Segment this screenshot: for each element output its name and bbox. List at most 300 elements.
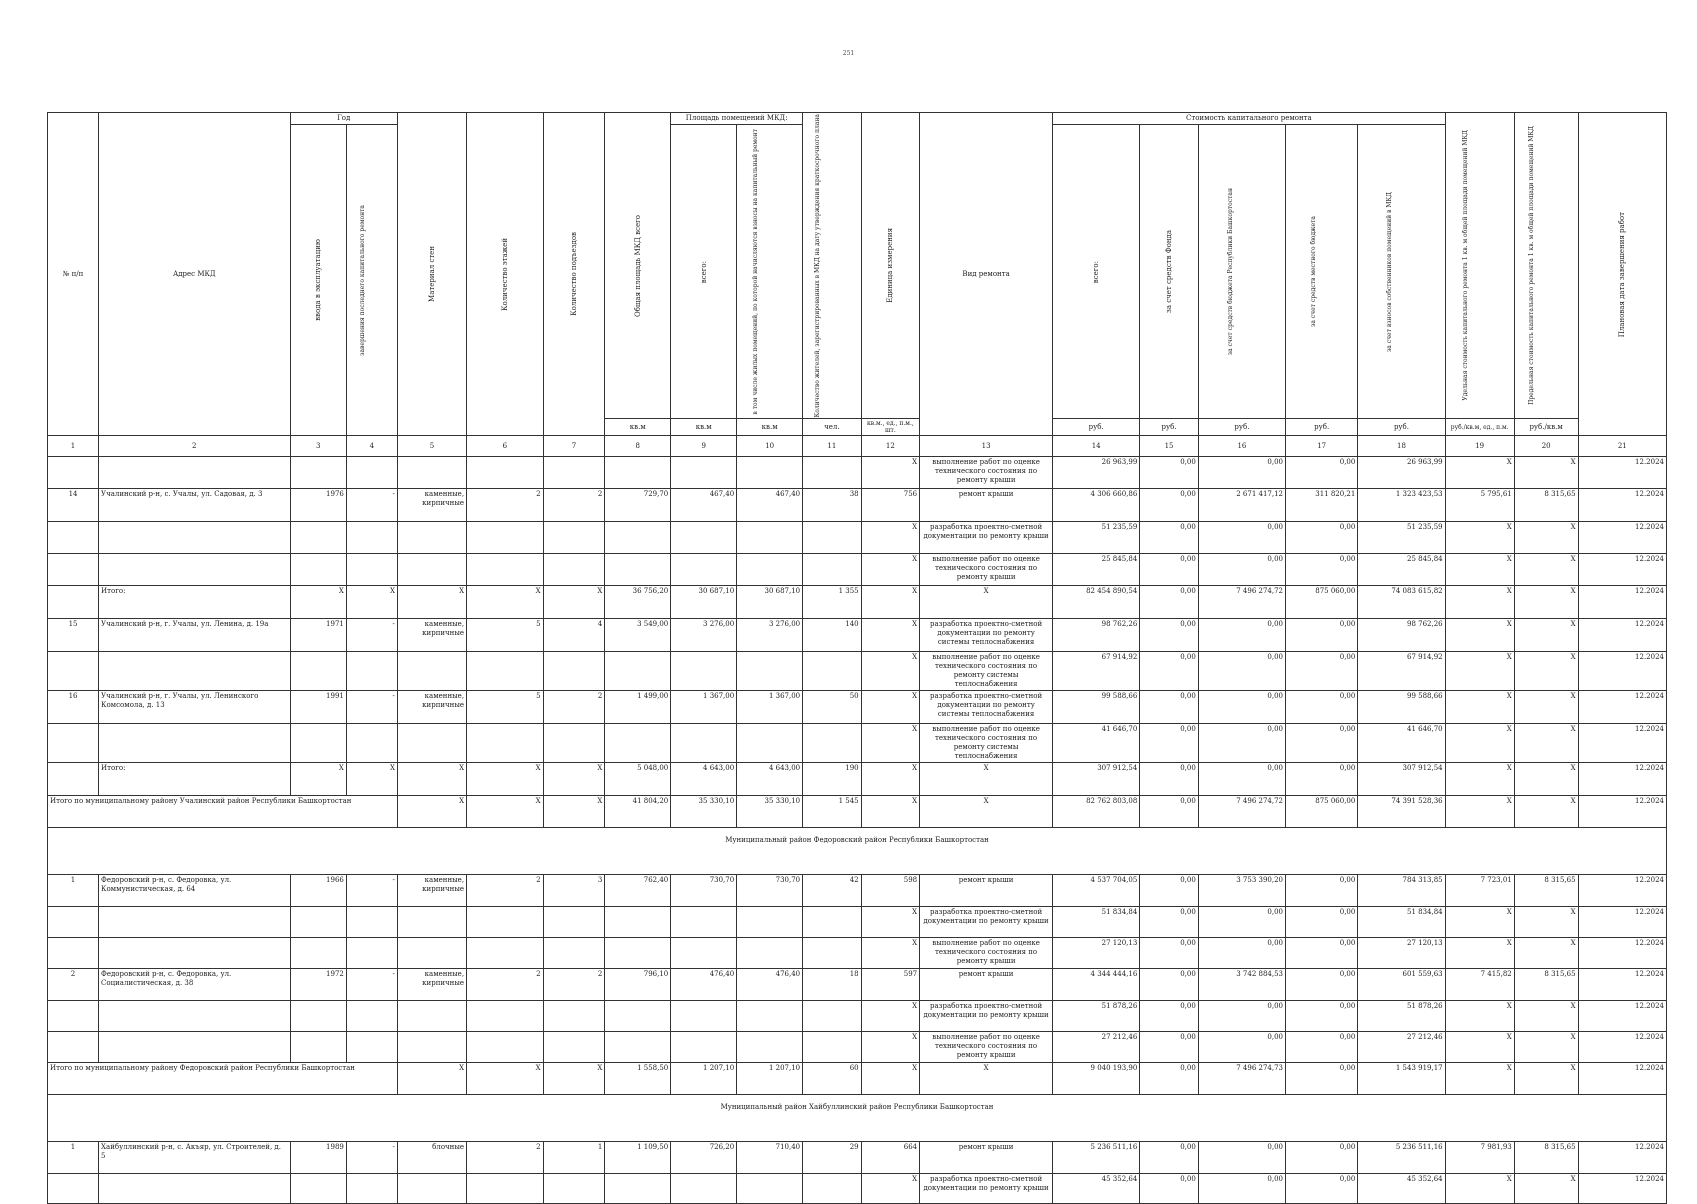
table-cell: 0,00: [1198, 1174, 1285, 1204]
unit-cell: руб.: [1053, 419, 1140, 436]
table-cell: 0,00: [1140, 969, 1199, 1001]
table-cell: 5 048,00: [605, 763, 671, 796]
table-cell: [290, 1001, 346, 1032]
table-cell: 0,00: [1286, 619, 1358, 652]
unit-cell: руб.: [1286, 419, 1358, 436]
table-cell: 0,00: [1286, 907, 1358, 938]
table-cell: X: [397, 796, 466, 828]
table-cell: [290, 652, 346, 691]
table-cell: 51 878,26: [1358, 1001, 1445, 1032]
table-cell: 38: [803, 489, 862, 522]
col-header-total-area: [605, 113, 671, 419]
table-cell: [671, 938, 737, 969]
table-cell: 27 120,13: [1358, 938, 1445, 969]
table-row: [48, 522, 1667, 554]
unit-cell: кв.м: [605, 419, 671, 436]
table-cell: ремонт крыши: [920, 969, 1053, 1001]
table-cell: X: [920, 1063, 1053, 1095]
col-header-entrances: [543, 113, 605, 436]
table-cell: 8 315,65: [1514, 1142, 1578, 1174]
table-cell: 12.2024: [1578, 1063, 1666, 1095]
table-cell: [346, 907, 397, 938]
table-cell: выполнение работ по оценке технического состояния по ремонту крыши: [920, 554, 1053, 586]
table-cell: 762,40: [605, 875, 671, 907]
table-cell: 2 671 417,12: [1198, 489, 1285, 522]
table-cell: X: [290, 763, 346, 796]
table-cell: [803, 1032, 862, 1063]
table-cell: 45 352,64: [1053, 1174, 1140, 1204]
table-cell: 0,00: [1140, 763, 1199, 796]
table-row: [48, 907, 1667, 938]
table-cell: 8 315,65: [1514, 489, 1578, 522]
table-cell: [99, 522, 290, 554]
table-cell: 42: [803, 875, 862, 907]
table-cell: [99, 1174, 290, 1204]
table-cell: [99, 652, 290, 691]
table-cell: 12.2024: [1578, 907, 1666, 938]
table-cell: 467,40: [737, 489, 803, 522]
table-cell: 0,00: [1286, 554, 1358, 586]
table-cell: X: [467, 586, 544, 619]
table-cell: [48, 1032, 99, 1063]
table-cell: 60: [803, 1063, 862, 1095]
table-cell: X: [1514, 586, 1578, 619]
col-header-floors: [467, 113, 544, 436]
col-header-premises-total: [671, 125, 737, 419]
table-cell: 8 315,65: [1514, 875, 1578, 907]
table-row: [48, 619, 1667, 652]
table-cell: 98 762,26: [1053, 619, 1140, 652]
table-cell: 2: [48, 969, 99, 1001]
section-spacer-row: [48, 1119, 1667, 1142]
table-cell: X: [1514, 652, 1578, 691]
table-cell: [605, 1032, 671, 1063]
table-cell: 1 323 423,53: [1358, 489, 1445, 522]
table-cell: 30 687,10: [737, 586, 803, 619]
table-cell: Учалинский р-н, г. Учалы, ул. Ленинского Комсомола, д. 13: [99, 691, 290, 724]
table-cell: Хайбуллинский р-н, с. Акъяр, ул. Строителей, д. 5: [99, 1142, 290, 1174]
district-total-label: Итого по муниципальному району Федоровский район Республики Башкортостан: [48, 1063, 398, 1095]
table-cell: 12.2024: [1578, 691, 1666, 724]
table-cell: 0,00: [1198, 691, 1285, 724]
table-cell: Федоровский р-н, с. Федоровка, ул. Социалистическая, д. 38: [99, 969, 290, 1001]
table-row: [48, 724, 1667, 763]
table-cell: 3 276,00: [671, 619, 737, 652]
table-cell: 0,00: [1140, 724, 1199, 763]
table-cell: каменные, кирпичные: [397, 875, 466, 907]
table-row: [48, 969, 1667, 1001]
table-cell: 601 559,63: [1358, 969, 1445, 1001]
table-cell: X: [1514, 1032, 1578, 1063]
table-cell: 12.2024: [1578, 489, 1666, 522]
premises-total-label: всего:: [699, 260, 708, 283]
table-cell: X: [1445, 1032, 1514, 1063]
year-last-repair-label: завершения последнего капитального ремонта: [358, 204, 366, 356]
table-cell: [397, 724, 466, 763]
table-cell: 12.2024: [1578, 938, 1666, 969]
table-cell: X: [1445, 691, 1514, 724]
table-cell: [467, 522, 544, 554]
table-cell: 0,00: [1140, 691, 1199, 724]
col-number: 19: [1445, 436, 1514, 457]
table-cell: разработка проектно-сметной документации по ремонту крыши: [920, 907, 1053, 938]
cost-total-label: всего:: [1092, 260, 1101, 283]
table-cell: 12.2024: [1578, 1032, 1666, 1063]
unit-cell: руб.: [1358, 419, 1445, 436]
table-cell: X: [346, 586, 397, 619]
section-spacer: [48, 852, 1667, 875]
district-total-row: [48, 796, 1667, 828]
table-cell: 4 306 660,86: [1053, 489, 1140, 522]
table-cell: 0,00: [1198, 1001, 1285, 1032]
table-cell: 730,70: [671, 875, 737, 907]
table-cell: 140: [803, 619, 862, 652]
table-cell: 12.2024: [1578, 969, 1666, 1001]
table-cell: 15: [48, 619, 99, 652]
table-cell: выполнение работ по оценке технического состояния по ремонту системы теплоснабжения: [920, 724, 1053, 763]
table-cell: 12.2024: [1578, 1142, 1666, 1174]
subtotal-row: [48, 763, 1667, 796]
table-cell: 726,20: [671, 1142, 737, 1174]
table-cell: 0,00: [1198, 907, 1285, 938]
table-cell: [397, 554, 466, 586]
table-cell: [803, 1001, 862, 1032]
table-cell: 0,00: [1286, 1142, 1358, 1174]
table-cell: X: [861, 1063, 920, 1095]
table-cell: 2: [543, 969, 605, 1001]
table-cell: 27 120,13: [1053, 938, 1140, 969]
table-cell: 12.2024: [1578, 1001, 1666, 1032]
table-cell: [48, 763, 99, 796]
table-cell: [99, 907, 290, 938]
table-cell: [290, 1032, 346, 1063]
table-row: [48, 652, 1667, 691]
table-cell: [543, 522, 605, 554]
table-cell: X: [1514, 522, 1578, 554]
table-cell: 51 834,84: [1053, 907, 1140, 938]
table-cell: 1 543 919,17: [1358, 1063, 1445, 1095]
unit-cell: кв.м., ед., п.м., шт.: [861, 419, 920, 436]
table-row: [48, 691, 1667, 724]
table-cell: 12.2024: [1578, 619, 1666, 652]
table-cell: 1966: [290, 875, 346, 907]
table-cell: X: [1514, 554, 1578, 586]
col-number: 5: [397, 436, 466, 457]
table-cell: 664: [861, 1142, 920, 1174]
table-cell: 0,00: [1198, 652, 1285, 691]
table-cell: [48, 1174, 99, 1204]
table-cell: 1976: [290, 489, 346, 522]
table-cell: X: [1514, 457, 1578, 489]
table-cell: [346, 1032, 397, 1063]
max-cost-label: Предельная стоимость капитального ремонта 1 кв. м общей площади помещений МКД: [1528, 126, 1536, 406]
residents-label: Количество жителей, зарегистрированных в МКД на дату утверждения краткосрочного плана: [813, 114, 821, 418]
table-cell: 4 344 444,16: [1053, 969, 1140, 1001]
table-cell: [543, 907, 605, 938]
table-cell: 0,00: [1140, 619, 1199, 652]
table-cell: 597: [861, 969, 920, 1001]
table-cell: 467,40: [671, 489, 737, 522]
table-cell: X: [1514, 907, 1578, 938]
table-cell: [397, 522, 466, 554]
table-cell: -: [346, 1142, 397, 1174]
table-cell: ремонт крыши: [920, 489, 1053, 522]
table-cell: [737, 457, 803, 489]
table-row: [48, 938, 1667, 969]
col-number: 11: [803, 436, 862, 457]
table-cell: X: [1445, 1001, 1514, 1032]
unit-cell: кв.м: [737, 419, 803, 436]
table-cell: [467, 1032, 544, 1063]
table-cell: 2: [467, 969, 544, 1001]
table-cell: 35 330,10: [737, 796, 803, 828]
col-header-deadline: [1578, 113, 1666, 436]
table-cell: [543, 554, 605, 586]
table-cell: 0,00: [1140, 457, 1199, 489]
table-cell: 875 060,00: [1286, 796, 1358, 828]
table-cell: 598: [861, 875, 920, 907]
table-cell: 5 236 511,16: [1358, 1142, 1445, 1174]
col-header-premises-paying: [737, 125, 803, 419]
col-header-cost-local: [1286, 125, 1358, 419]
unit-cell: чел.: [803, 419, 862, 436]
table-cell: 0,00: [1286, 969, 1358, 1001]
table-body: [48, 436, 1667, 1204]
cost-rb-label: за счет средств бюджета Республики Башкортостан: [1226, 188, 1234, 356]
table-cell: 99 588,66: [1358, 691, 1445, 724]
table-cell: каменные, кирпичные: [397, 969, 466, 1001]
table-cell: 3 549,00: [605, 619, 671, 652]
table-cell: X: [861, 938, 920, 969]
table-cell: 67 914,92: [1053, 652, 1140, 691]
table-cell: [671, 724, 737, 763]
table-cell: 0,00: [1140, 1032, 1199, 1063]
table-row: [48, 1174, 1667, 1204]
table-cell: 0,00: [1140, 1142, 1199, 1174]
table-cell: 0,00: [1286, 1001, 1358, 1032]
col-number: 14: [1053, 436, 1140, 457]
table-row: [48, 1142, 1667, 1174]
table-cell: 12.2024: [1578, 554, 1666, 586]
col-header-address: Адрес МКД: [99, 113, 290, 436]
table-cell: 5 795,61: [1445, 489, 1514, 522]
table-cell: 9 040 193,90: [1053, 1063, 1140, 1095]
col-number: 13: [920, 436, 1053, 457]
table-cell: 307 912,54: [1358, 763, 1445, 796]
table-cell: X: [1514, 763, 1578, 796]
table-cell: [605, 907, 671, 938]
table-cell: [737, 724, 803, 763]
table-cell: [48, 1001, 99, 1032]
total-area-label: Общая площадь МКД всего: [633, 214, 642, 317]
col-number: 16: [1198, 436, 1285, 457]
table-cell: 190: [803, 763, 862, 796]
table-cell: 3: [543, 875, 605, 907]
table-cell: [737, 907, 803, 938]
table-cell: X: [467, 796, 544, 828]
table-cell: X: [1445, 938, 1514, 969]
table-cell: 1991: [290, 691, 346, 724]
table-cell: [48, 522, 99, 554]
table-cell: [803, 554, 862, 586]
table-cell: 29: [803, 1142, 862, 1174]
table-cell: [346, 554, 397, 586]
table-cell: выполнение работ по оценке технического состояния по ремонту крыши: [920, 938, 1053, 969]
table-cell: каменные, кирпичные: [397, 691, 466, 724]
table-cell: X: [861, 457, 920, 489]
table-cell: 7 496 274,72: [1198, 586, 1285, 619]
table-cell: X: [543, 586, 605, 619]
col-number: 18: [1358, 436, 1445, 457]
table-cell: 0,00: [1198, 522, 1285, 554]
unit-cell: руб.: [1198, 419, 1285, 436]
col-header-max-cost: [1514, 113, 1578, 419]
table-cell: [543, 938, 605, 969]
col-number: 12: [861, 436, 920, 457]
table-cell: X: [1514, 1001, 1578, 1032]
col-header-num: № п/п: [48, 113, 99, 436]
table-cell: [467, 907, 544, 938]
table-cell: 0,00: [1286, 1063, 1358, 1095]
table-row: [48, 489, 1667, 522]
table-cell: 5: [467, 619, 544, 652]
col-number: 9: [671, 436, 737, 457]
table-cell: X: [861, 796, 920, 828]
section-header-row: [48, 828, 1667, 853]
table-cell: 730,70: [737, 875, 803, 907]
table-cell: [346, 652, 397, 691]
cost-fund-label: за счет средств Фонда: [1165, 230, 1174, 314]
table-cell: [737, 1001, 803, 1032]
district-total-label: Итого по муниципальному району Учалинский район Республики Башкортостан: [48, 796, 398, 828]
capital-repair-table-wrapper: [47, 112, 1667, 1204]
table-cell: выполнение работ по оценке технического состояния по ремонту крыши: [920, 1032, 1053, 1063]
table-cell: 12.2024: [1578, 652, 1666, 691]
table-cell: [467, 724, 544, 763]
table-cell: 12.2024: [1578, 763, 1666, 796]
table-cell: 476,40: [737, 969, 803, 1001]
col-header-year-group: Год: [290, 113, 397, 125]
specific-cost-label: Удельная стоимость капитального ремонта 1 кв. м общей площади помещений МКД: [1461, 130, 1469, 402]
table-cell: 1 545: [803, 796, 862, 828]
table-cell: 0,00: [1286, 724, 1358, 763]
table-cell: [99, 554, 290, 586]
table-cell: X: [543, 1063, 605, 1095]
unit-cell: руб./кв.м, ед., п.м.: [1445, 419, 1514, 436]
table-cell: X: [1445, 554, 1514, 586]
table-cell: [346, 1001, 397, 1032]
table-cell: 8 315,65: [1514, 969, 1578, 1001]
col-number: 17: [1286, 436, 1358, 457]
table-cell: 45 352,64: [1358, 1174, 1445, 1204]
table-cell: 1: [543, 1142, 605, 1174]
table-cell: [397, 938, 466, 969]
table-cell: -: [346, 969, 397, 1001]
table-cell: [605, 1174, 671, 1204]
table-cell: [803, 457, 862, 489]
col-number: 20: [1514, 436, 1578, 457]
table-cell: X: [861, 1174, 920, 1204]
table-cell: 1 367,00: [737, 691, 803, 724]
table-cell: X: [861, 724, 920, 763]
table-cell: [803, 907, 862, 938]
table-cell: [290, 554, 346, 586]
unit-label: Единица измерения: [886, 228, 895, 304]
table-cell: 7 496 274,72: [1198, 796, 1285, 828]
table-cell: [605, 1001, 671, 1032]
table-cell: 0,00: [1140, 875, 1199, 907]
table-cell: X: [1445, 457, 1514, 489]
table-cell: [803, 938, 862, 969]
table-cell: 41 804,20: [605, 796, 671, 828]
section-spacer: [48, 1119, 1667, 1142]
col-number: 4: [346, 436, 397, 457]
table-cell: 12.2024: [1578, 457, 1666, 489]
table-cell: X: [397, 763, 466, 796]
table-cell: 0,00: [1140, 1063, 1199, 1095]
table-cell: [803, 1174, 862, 1204]
section-title: Муниципальный район Федоровский район Республики Башкортостан: [48, 828, 1667, 853]
table-cell: 12.2024: [1578, 522, 1666, 554]
table-cell: 74 083 615,82: [1358, 586, 1445, 619]
table-cell: [737, 554, 803, 586]
table-cell: 729,70: [605, 489, 671, 522]
table-cell: 82 454 890,54: [1053, 586, 1140, 619]
table-cell: [346, 522, 397, 554]
table-cell: X: [397, 586, 466, 619]
table-cell: [397, 907, 466, 938]
table-cell: каменные, кирпичные: [397, 619, 466, 652]
table-cell: [48, 457, 99, 489]
table-cell: [671, 907, 737, 938]
table-cell: [605, 938, 671, 969]
table-cell: 26 963,99: [1358, 457, 1445, 489]
table-cell: 0,00: [1140, 554, 1199, 586]
table-cell: X: [861, 763, 920, 796]
table-cell: 0,00: [1286, 1032, 1358, 1063]
table-cell: X: [1514, 1063, 1578, 1095]
table-cell: [543, 457, 605, 489]
table-cell: X: [1514, 724, 1578, 763]
col-header-year-last-repair: [346, 125, 397, 436]
table-cell: X: [1445, 522, 1514, 554]
col-number: 21: [1578, 436, 1666, 457]
table-cell: X: [861, 1001, 920, 1032]
table-cell: X: [861, 1032, 920, 1063]
table-cell: [48, 938, 99, 969]
table-cell: 0,00: [1140, 1001, 1199, 1032]
col-number: 15: [1140, 436, 1199, 457]
table-cell: X: [543, 763, 605, 796]
table-cell: X: [1445, 724, 1514, 763]
table-cell: [803, 522, 862, 554]
table-cell: 0,00: [1286, 652, 1358, 691]
table-cell: [290, 724, 346, 763]
table-cell: 12.2024: [1578, 1174, 1666, 1204]
table-cell: 41 646,70: [1358, 724, 1445, 763]
table-cell: 26 963,99: [1053, 457, 1140, 489]
col-header-cost-fund: [1140, 125, 1199, 419]
table-cell: 1 558,50: [605, 1063, 671, 1095]
table-cell: 7 723,01: [1445, 875, 1514, 907]
table-cell: [290, 907, 346, 938]
table-cell: X: [861, 691, 920, 724]
table-cell: 1 207,10: [737, 1063, 803, 1095]
section-title: Муниципальный район Хайбуллинский район Республики Башкортостан: [48, 1095, 1667, 1120]
district-total-row: [48, 1063, 1667, 1095]
table-cell: [803, 724, 862, 763]
capital-repair-table: [47, 112, 1667, 1204]
